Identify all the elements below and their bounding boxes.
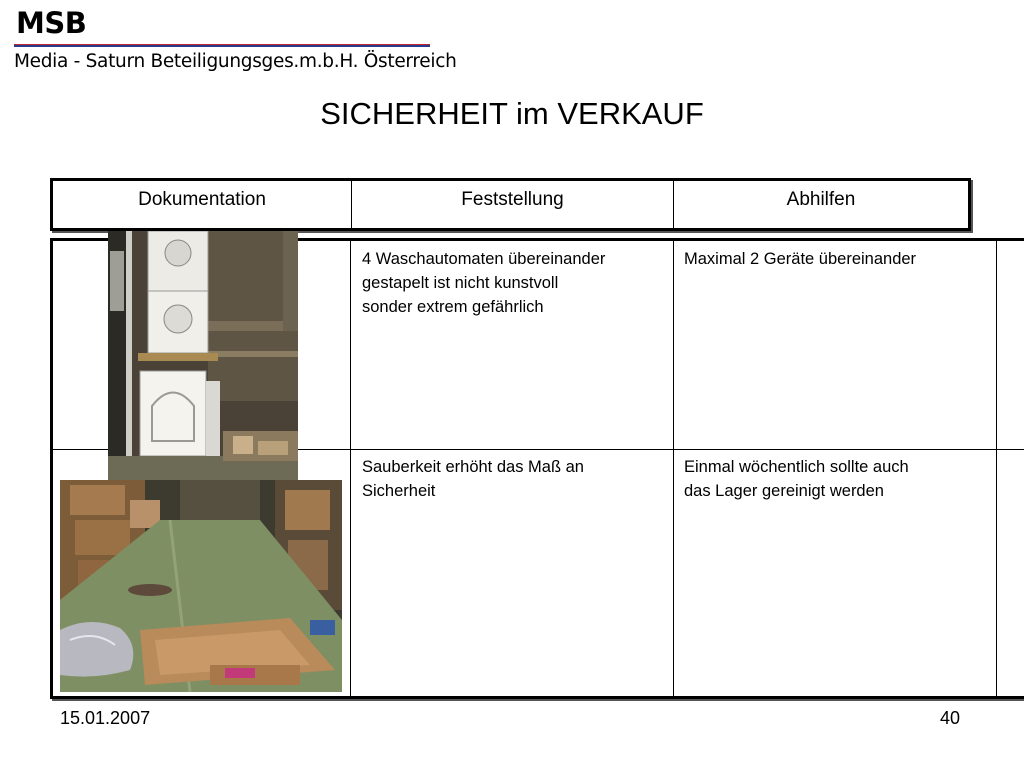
column-divider [673,241,674,696]
photo-stacked-washing-machines [108,231,298,481]
logo-mark: MSB [16,6,87,40]
footer-page-number: 40 [940,708,961,728]
header-dokumentation: Dokumentation [53,181,352,228]
header-feststellung: Feststellung [352,181,674,228]
footer-date: 15.01.2007 [60,708,151,728]
remedy-row-2: Einmal wöchentlich sollte auch das Lager gereinigt werden [684,458,909,500]
finding-row-2: Sauberkeit erhöht das Maß an Sicherheit [362,458,584,500]
table-header [50,178,971,231]
logo-subtitle: Media - Saturn Beteiligungsges.m.b.H. Österreich [14,51,457,72]
column-divider [350,241,351,696]
logo-rule [14,44,430,47]
slide-title: SICHERHEIT im VERKAUF [320,96,704,131]
header-abhilfen: Abhilfen [786,189,856,210]
photo-littered-warehouse-aisle [60,480,342,692]
remedy-row-1: Maximal 2 Geräte übereinander [684,250,917,268]
column-divider [996,241,997,696]
finding-row-1: 4 Waschautomaten übereinander gestapelt ist nicht kunstvoll sonder extrem gefährlich [362,250,606,316]
